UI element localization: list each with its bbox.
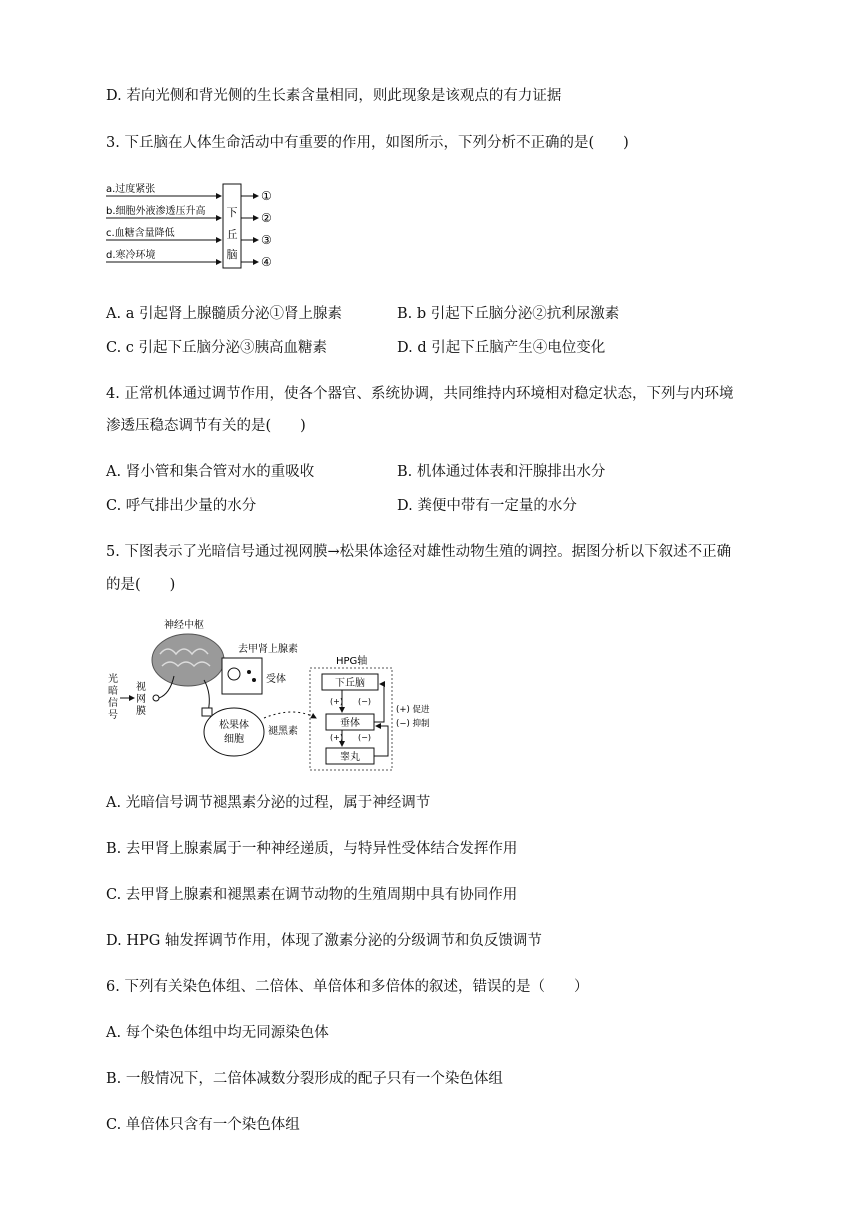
q5-option-c: C. 去甲肾上腺素和褪黑素在调节动物的生殖周期中具有协同作用	[106, 887, 518, 903]
hpg-hypothalamus: 下丘脑	[335, 678, 365, 689]
q5-figure	[104, 614, 444, 774]
q6-option-a: A. 每个染色体组中均无同源染色体	[106, 1025, 329, 1041]
q3-option-d: D. d 引起下丘脑产生④电位变化	[397, 340, 606, 356]
organ-char-2: 丘	[226, 228, 238, 241]
q2-option-d: D. 若向光侧和背光侧的生长素含量相同，则此现象是该观点的有力证据	[106, 88, 562, 104]
q6-option-b: B. 一般情况下，二倍体减数分裂形成的配子只有一个染色体组	[106, 1071, 503, 1087]
q4-stem-line2: 渗透压稳态调节有关的是( )	[106, 418, 306, 434]
input-b: b.细胞外液渗透压升高	[106, 206, 206, 217]
q5-stem-line2: 的是( )	[106, 577, 176, 593]
label-hpg: HPG轴	[336, 656, 368, 667]
label-receptor: 受体	[266, 674, 286, 685]
pineal-cell	[204, 708, 264, 756]
light-3: 信	[108, 698, 118, 709]
q4-option-b: B. 机体通过体表和汗腺排出水分	[397, 464, 606, 480]
output-2: ②	[261, 211, 272, 225]
organ-char-1: 下	[226, 206, 238, 219]
minus-1: (−)	[358, 697, 371, 706]
hpg-testis: 睾丸	[340, 752, 360, 763]
q5-option-a: A. 光暗信号调节褪黑素分泌的过程，属于神经调节	[106, 795, 431, 811]
light-1: 光	[108, 674, 118, 685]
q4-option-a: A. 肾小管和集合管对水的重吸收	[106, 464, 315, 480]
q5-option-d: D. HPG 轴发挥调节作用，体现了激素分泌的分级调节和负反馈调节	[106, 933, 542, 949]
label-ne: 去甲肾上腺素	[238, 644, 298, 655]
q3-option-a: A. a 引起肾上腺髓质分泌①肾上腺素	[106, 306, 342, 322]
pineal-label-2: 细胞	[224, 734, 244, 745]
q3-option-c: C. c 引起下丘脑分泌③胰高血糖素	[106, 340, 328, 356]
input-a: a.过度紧张	[106, 184, 156, 195]
label-brain: 神经中枢	[164, 620, 204, 631]
q4-option-d: D. 粪便中带有一定量的水分	[397, 498, 577, 514]
retina-3: 膜	[136, 706, 146, 717]
q4-option-c: C. 呼气排出少量的水分	[106, 498, 257, 514]
organ-char-3: 脑	[226, 248, 238, 261]
pineal-label-1: 松果体	[219, 720, 249, 731]
light-2: 暗	[108, 686, 118, 697]
minus-2: (−)	[358, 733, 371, 742]
q4-stem-line1: 4. 正常机体通过调节作用，使各个器官、系统协调，共同维持内环境相对稳定状态，下列与内环境	[106, 386, 734, 402]
output-3: ③	[261, 233, 272, 247]
q5-option-b: B. 去甲肾上腺素属于一种神经递质，与特异性受体结合发挥作用	[106, 841, 518, 857]
output-1: ①	[261, 189, 272, 203]
q5-stem-line1: 5. 下图表示了光暗信号通过视网膜→松果体途径对雄性动物生殖的调控。据图分析以下叙述不正确	[106, 544, 732, 560]
legend-promote: (+) 促进	[396, 705, 430, 715]
input-d: d.寒冷环境	[106, 250, 156, 261]
brain-shape	[152, 634, 224, 686]
q3-stem: 3. 下丘脑在人体生命活动中有重要的作用，如图所示，下列分析不正确的是( )	[106, 135, 629, 151]
output-4: ④	[261, 255, 272, 269]
legend-inhibit: (−) 抑制	[396, 719, 430, 729]
retina-1: 视	[136, 682, 146, 693]
input-c: c.血糖含量降低	[106, 228, 175, 239]
plus-1: (+)	[330, 697, 343, 706]
q3-option-b: B. b 引起下丘脑分泌②抗利尿激素	[397, 306, 620, 322]
hpg-pituitary: 垂体	[340, 718, 360, 729]
q6-option-c: C. 单倍体只含有一个染色体组	[106, 1117, 300, 1133]
label-melatonin: 褪黑素	[268, 726, 298, 737]
plus-2: (+)	[330, 733, 343, 742]
retina-2: 网	[136, 694, 146, 705]
q6-stem: 6. 下列有关染色体组、二倍体、单倍体和多倍体的叙述，错误的是（ ）	[106, 979, 589, 995]
light-4: 号	[108, 710, 118, 721]
q3-figure	[104, 178, 284, 274]
